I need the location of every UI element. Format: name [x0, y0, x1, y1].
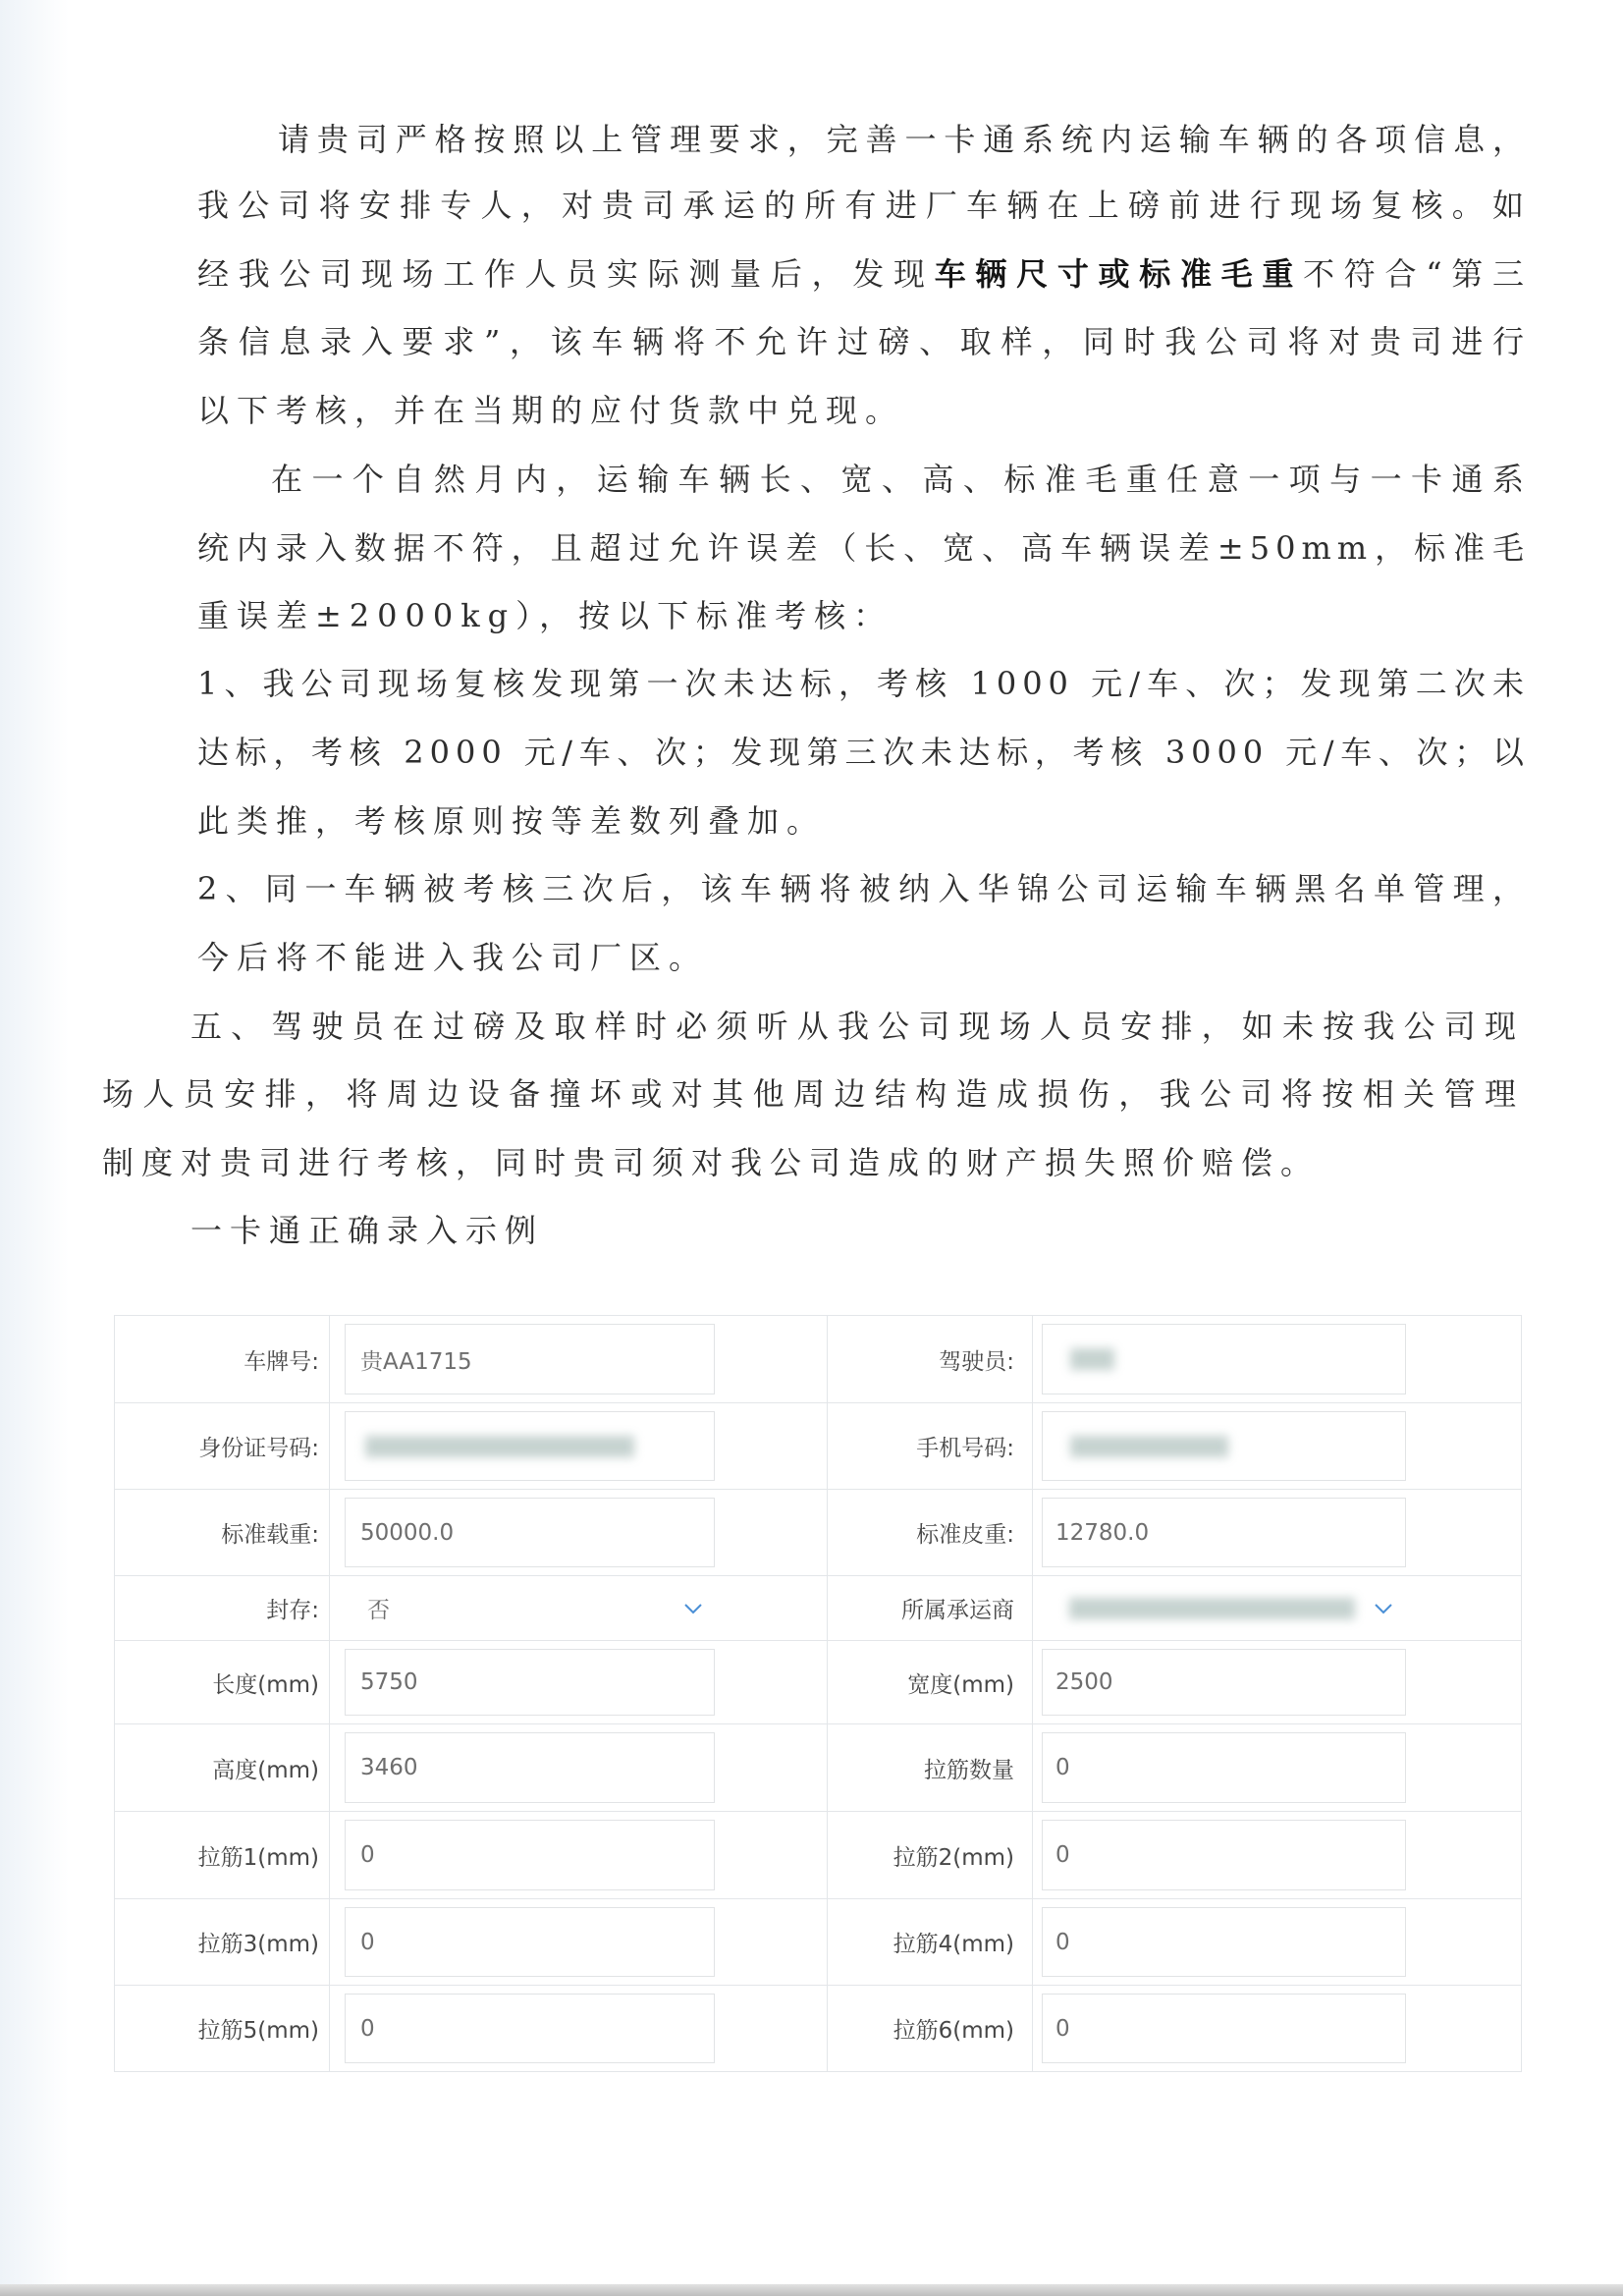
- plate-number-value: 贵AA1715: [360, 1348, 472, 1375]
- height-label: 高度(mm): [115, 1724, 330, 1811]
- form-row: [115, 1986, 1521, 2071]
- driver-cell: [1033, 1316, 1523, 1402]
- standard-tare-label: 标准皮重:: [828, 1490, 1033, 1575]
- id-number-input[interactable]: [345, 1411, 715, 1481]
- plate-number-input[interactable]: [345, 1324, 715, 1394]
- brace-2-input[interactable]: [1042, 1820, 1406, 1890]
- text-line-11: 此类推，考核原则按等差数列叠加。: [197, 802, 827, 840]
- chevron-down-icon[interactable]: [683, 1603, 703, 1614]
- text-line-3-after: 不符合“第三: [1303, 255, 1530, 293]
- form-row: [115, 1899, 1521, 1986]
- redacted-driver-value: [1070, 1348, 1114, 1370]
- redacted-phone-number-value: [1070, 1436, 1228, 1457]
- phone-number-cell: [1033, 1403, 1523, 1489]
- plate-number-label: 车牌号:: [115, 1316, 330, 1402]
- brace-count-value: 0: [1055, 1755, 1070, 1780]
- brace-4-label: 拉筋4(mm): [828, 1899, 1033, 1985]
- text-line-3-bold: 车辆尺寸或标准毛重: [934, 255, 1304, 293]
- form-row: [115, 1576, 1521, 1641]
- text-line-14: 五、驾驶员在过磅及取样时必须听从我公司现场人员安排，如未按我公司现: [190, 1008, 1522, 1045]
- form-row: [115, 1490, 1521, 1576]
- text-line-10: 达标，考核 2000 元/车、次；发现第三次未达标，考核 3000 元/车、次；以: [197, 734, 1530, 771]
- brace-3-label: 拉筋3(mm): [115, 1899, 330, 1985]
- driver-label: 驾驶员:: [828, 1316, 1033, 1402]
- standard-load-value: 50000.0: [360, 1519, 455, 1546]
- brace-3-cell: [330, 1899, 828, 1985]
- id-number-label: 身份证号码:: [115, 1403, 330, 1489]
- text-line-15: 场人员安排，将周边设备撞坏或对其他周边结构造成损伤，我公司将按相关管理: [102, 1075, 1522, 1113]
- height-input[interactable]: [345, 1732, 715, 1803]
- width-cell: [1033, 1641, 1523, 1723]
- text-line-1: 请贵司严格按照以上管理要求，完善一卡通系统内运输车辆的各项信息，: [278, 121, 1530, 158]
- width-input[interactable]: [1042, 1649, 1406, 1716]
- brace-2-cell: [1033, 1812, 1523, 1898]
- form-row: [115, 1641, 1521, 1724]
- standard-tare-value: 12780.0: [1055, 1519, 1150, 1546]
- text-line-3: [197, 240, 1530, 308]
- standard-tare-input[interactable]: [1042, 1498, 1406, 1567]
- form-row: [115, 1316, 1521, 1403]
- text-line-6: 在一个自然月内，运输车辆长、宽、高、标准毛重任意一项与一卡通系: [271, 461, 1530, 498]
- brace-count-input[interactable]: [1042, 1732, 1406, 1803]
- length-input[interactable]: [345, 1649, 715, 1716]
- text-line-13: 今后将不能进入我公司厂区。: [197, 939, 709, 976]
- brace-count-label: 拉筋数量: [828, 1724, 1033, 1811]
- carrier-label: 所属承运商: [828, 1576, 1033, 1640]
- phone-number-label: 手机号码:: [828, 1403, 1033, 1489]
- height-cell: [330, 1724, 828, 1811]
- carrier-select[interactable]: [1033, 1576, 1523, 1640]
- text-line-4: 条信息录入要求”，该车辆将不允许过磅、取样，同时我公司将对贵司进行: [197, 323, 1530, 360]
- standard-load-label: 标准载重:: [115, 1490, 330, 1575]
- redacted-carrier-value: [1069, 1598, 1355, 1619]
- brace-1-label: 拉筋1(mm): [115, 1812, 330, 1898]
- brace-6-input[interactable]: [1042, 1994, 1406, 2063]
- brace-2-label: 拉筋2(mm): [828, 1812, 1033, 1898]
- brace-6-value: 0: [1055, 2015, 1070, 2042]
- brace-5-input[interactable]: [345, 1994, 715, 2063]
- brace-5-label: 拉筋5(mm): [115, 1986, 330, 2071]
- text-line-3-before: 经我公司现场工作人员实际测量后，发现: [197, 255, 935, 293]
- width-value: 2500: [1055, 1669, 1113, 1695]
- brace-5-value: 0: [360, 2015, 375, 2042]
- height-value: 3460: [360, 1755, 418, 1780]
- brace-6-cell: [1033, 1986, 1523, 2071]
- text-line-5: 以下考核，并在当期的应付货款中兑现。: [197, 392, 905, 429]
- text-line-9: 1、我公司现场复核发现第一次未达标，考核 1000 元/车、次；发现第二次未: [197, 665, 1530, 702]
- brace-3-input[interactable]: [345, 1907, 715, 1977]
- text-line-8: 重误差±2000kg），按以下标准考核：: [197, 597, 893, 634]
- brace-4-input[interactable]: [1042, 1907, 1406, 1977]
- vehicle-entry-form: [114, 1315, 1522, 2072]
- length-value: 5750: [360, 1669, 418, 1695]
- text-line-16: 制度对贵司进行考核，同时贵司须对我公司造成的财产损失照价赔偿。: [102, 1144, 1321, 1181]
- length-label: 长度(mm): [115, 1641, 330, 1723]
- driver-input[interactable]: [1042, 1324, 1406, 1394]
- sealed-select[interactable]: [330, 1576, 828, 1640]
- example-caption: 一卡通正确录入示例: [190, 1212, 545, 1249]
- standard-load-cell: [330, 1490, 828, 1575]
- brace-1-input[interactable]: [345, 1820, 715, 1890]
- brace-6-label: 拉筋6(mm): [828, 1986, 1033, 2071]
- text-line-2: 我公司将安排专人，对贵司承运的所有进厂车辆在上磅前进行现场复核。如: [197, 187, 1530, 224]
- standard-tare-cell: [1033, 1490, 1523, 1575]
- brace-4-cell: [1033, 1899, 1523, 1985]
- text-line-7: 统内录入数据不符，且超过允许误差（长、宽、高车辆误差±50mm，标准毛: [197, 529, 1530, 567]
- length-cell: [330, 1641, 828, 1723]
- chevron-down-icon[interactable]: [1374, 1603, 1393, 1614]
- brace-4-value: 0: [1055, 1929, 1070, 1955]
- form-row: [115, 1812, 1521, 1899]
- form-row: [115, 1403, 1521, 1490]
- form-row: [115, 1724, 1521, 1812]
- brace-3-value: 0: [360, 1929, 375, 1955]
- sealed-select-value: 否: [367, 1598, 390, 1623]
- text-line-12: 2、同一车辆被考核三次后，该车辆将被纳入华锦公司运输车辆黑名单管理，: [197, 870, 1530, 907]
- plate-number-cell: [330, 1316, 828, 1402]
- id-number-cell: [330, 1403, 828, 1489]
- redacted-id-number-value: [365, 1436, 634, 1457]
- scan-bottom-edge: [0, 2284, 1623, 2296]
- brace-1-cell: [330, 1812, 828, 1898]
- standard-load-input[interactable]: [345, 1498, 715, 1567]
- sealed-label: 封存:: [115, 1576, 330, 1640]
- brace-1-value: 0: [360, 1842, 375, 1868]
- brace-count-cell: [1033, 1724, 1523, 1811]
- brace-5-cell: [330, 1986, 828, 2071]
- width-label: 宽度(mm): [828, 1641, 1033, 1723]
- phone-number-input[interactable]: [1042, 1411, 1406, 1481]
- brace-2-value: 0: [1055, 1842, 1070, 1868]
